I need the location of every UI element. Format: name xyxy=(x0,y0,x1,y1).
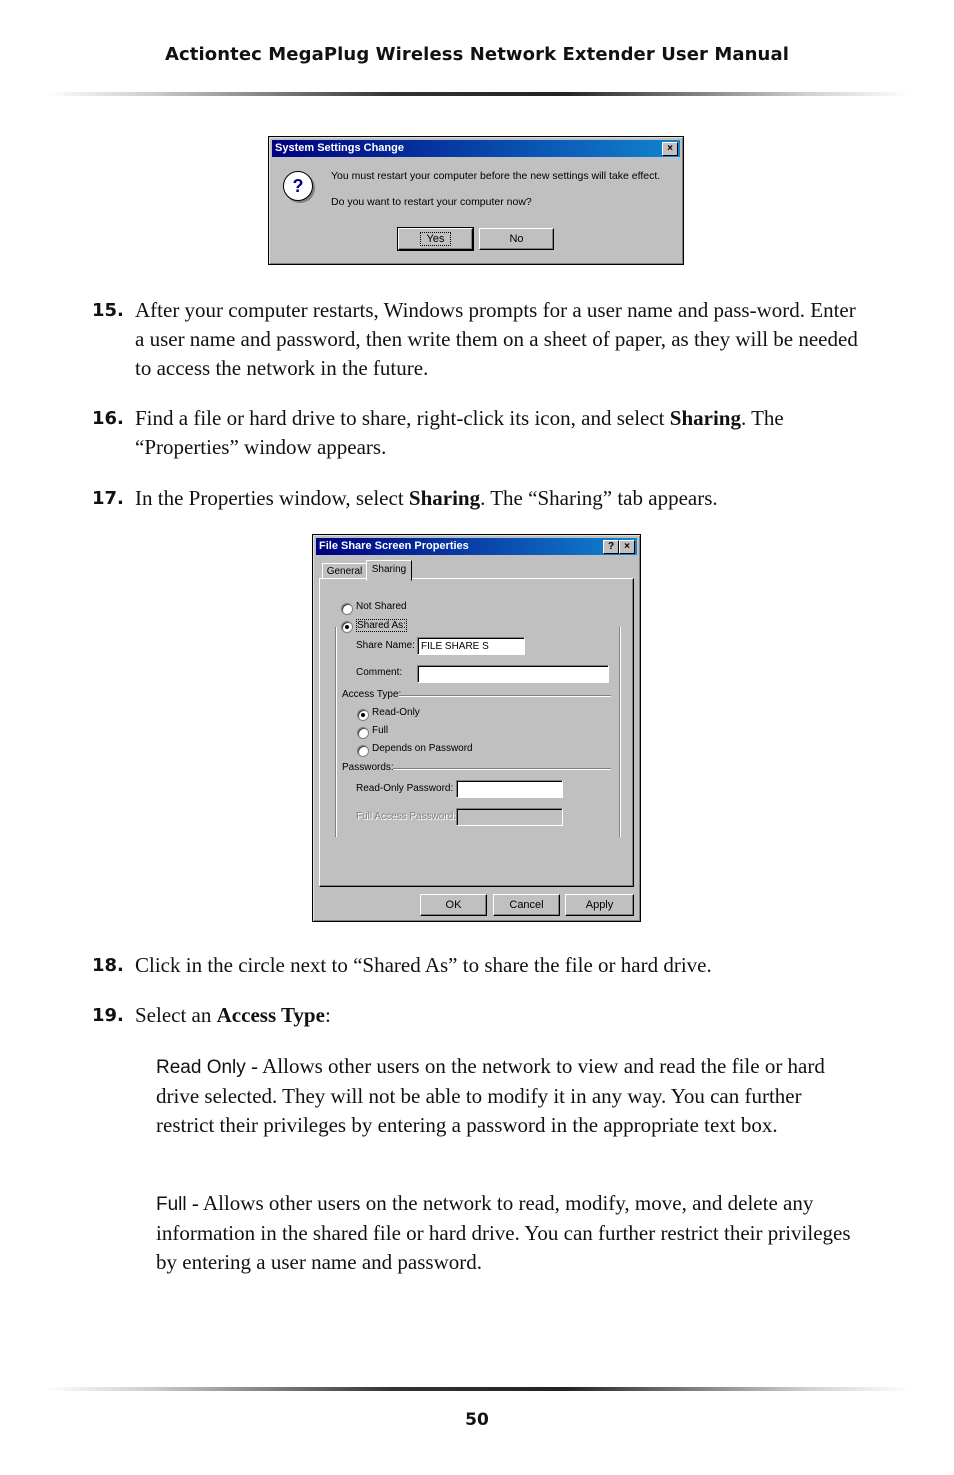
shared-as-radio[interactable] xyxy=(341,621,353,633)
tab-sharing[interactable] xyxy=(366,560,412,581)
question-glyph: ? xyxy=(292,176,304,196)
close-icon[interactable]: × xyxy=(619,540,635,554)
not-shared-radio[interactable] xyxy=(341,603,353,615)
shared-group-right-line xyxy=(619,627,621,837)
step-16 xyxy=(92,404,862,462)
tab-sharing-label: Sharing xyxy=(371,564,407,575)
help-icon[interactable]: ? xyxy=(603,540,619,554)
step-number: 16. xyxy=(92,408,124,429)
dialog-titlebar xyxy=(316,538,637,555)
share-name-label: Share Name: xyxy=(356,640,415,651)
yes-button[interactable] xyxy=(398,228,473,250)
step-17 xyxy=(92,484,862,513)
footer-rule xyxy=(44,1387,910,1391)
share-name-input[interactable]: FILE SHARE S xyxy=(417,637,525,655)
step-text-post: . The “Properties” window appears. xyxy=(135,406,784,459)
depends-on-password-radio[interactable] xyxy=(357,745,369,757)
step-text-post: : xyxy=(324,1003,331,1027)
read-only-password-label: Read-Only Password: xyxy=(356,783,454,794)
passwords-label: Passwords: xyxy=(342,762,394,773)
dialog-title: File Share Screen Properties xyxy=(319,540,469,552)
full-access-password-label: Full Access Password: xyxy=(356,811,457,822)
yes-button-label: Yes xyxy=(420,232,452,246)
depends-on-password-label[interactable]: Depends on Password xyxy=(372,743,473,754)
access-type-full-description xyxy=(156,1189,856,1277)
no-button[interactable] xyxy=(479,228,554,250)
page-number: 50 xyxy=(465,1410,489,1430)
header-rule xyxy=(44,92,910,96)
full-access-password-input[interactable] xyxy=(456,808,563,826)
step-text-pre: In the Properties window, select xyxy=(135,486,409,510)
read-only-label[interactable]: Read-Only xyxy=(372,707,420,718)
read-only-radio[interactable] xyxy=(357,709,369,721)
dialog-title: System Settings Change xyxy=(275,142,404,154)
full-radio[interactable] xyxy=(357,727,369,739)
apply-button[interactable] xyxy=(565,894,634,916)
tab-general-label: General xyxy=(326,566,363,577)
step-text: Click in the circle next to “Shared As” to share the file or hard drive. xyxy=(135,953,712,977)
step-15 xyxy=(92,296,862,383)
not-shared-label[interactable]: Not Shared xyxy=(356,601,407,612)
comment-input[interactable] xyxy=(417,665,609,683)
step-text-pre: Select an xyxy=(135,1003,217,1027)
step-text xyxy=(135,1001,862,1030)
question-icon xyxy=(283,171,313,201)
read-only-desc: - Allows other users on the network to view and read the file or hard drive selected. They will not be able to modify it in any way. You can further restrict their privileges by entering a password in the appropriate text box. xyxy=(156,1054,825,1137)
step-19 xyxy=(92,1001,862,1030)
step-text xyxy=(135,404,862,462)
step-text-pre: Find a file or hard drive to share, right-click its icon, and select xyxy=(135,406,670,430)
full-term: Full xyxy=(156,1194,187,1215)
step-text-post: . The “Sharing” tab appears. xyxy=(480,486,718,510)
apply-button-label: Apply xyxy=(585,899,614,911)
step-number: 15. xyxy=(92,300,124,321)
passwords-divider xyxy=(393,768,611,770)
no-button-label: No xyxy=(509,233,524,245)
cancel-button-label: Cancel xyxy=(509,899,544,911)
manual-header-title: Actiontec MegaPlug Wireless Network Extender User Manual xyxy=(164,44,789,65)
step-number: 19. xyxy=(92,1005,124,1026)
ok-button[interactable] xyxy=(420,894,487,916)
close-icon[interactable]: × xyxy=(662,142,678,156)
shared-group-left-line xyxy=(335,627,337,837)
ok-button-label: OK xyxy=(445,899,462,911)
dialog-message-line2: Do you want to restart your computer now? xyxy=(331,196,532,208)
access-type-label: Access Type: xyxy=(342,689,402,700)
read-only-term: Read Only xyxy=(156,1057,246,1078)
full-label[interactable]: Full xyxy=(372,725,389,736)
access-type-divider xyxy=(399,695,611,697)
system-settings-change-dialog xyxy=(268,136,684,265)
step-text-bold: Sharing xyxy=(669,406,741,430)
step-18 xyxy=(92,951,862,980)
step-text-bold: Sharing xyxy=(408,486,481,510)
shared-as-label[interactable]: Shared As: xyxy=(357,620,406,631)
full-desc: - Allows other users on the network to read, modify, move, and delete any information in the shared file or hard drive. You can further restrict their privileges by entering a user name and password. xyxy=(156,1191,851,1274)
comment-label: Comment: xyxy=(356,667,403,678)
step-text xyxy=(135,484,862,513)
dialog-message-line1: You must restart your computer before the new settings will take effect. xyxy=(331,170,661,182)
cancel-button[interactable] xyxy=(493,894,560,916)
step-number: 18. xyxy=(92,955,124,976)
step-text-bold: Access Type xyxy=(216,1003,325,1027)
file-share-properties-dialog xyxy=(312,534,641,922)
step-text: After your computer restarts, Windows prompts for a user name and pass-word. Enter a user name and password, then write them on a sheet of paper, as they will be needed to access the network in the future. xyxy=(135,298,858,380)
access-type-read-only-description xyxy=(156,1052,856,1140)
read-only-password-input[interactable] xyxy=(456,780,563,798)
dialog-titlebar xyxy=(272,140,680,157)
step-number: 17. xyxy=(92,488,124,509)
